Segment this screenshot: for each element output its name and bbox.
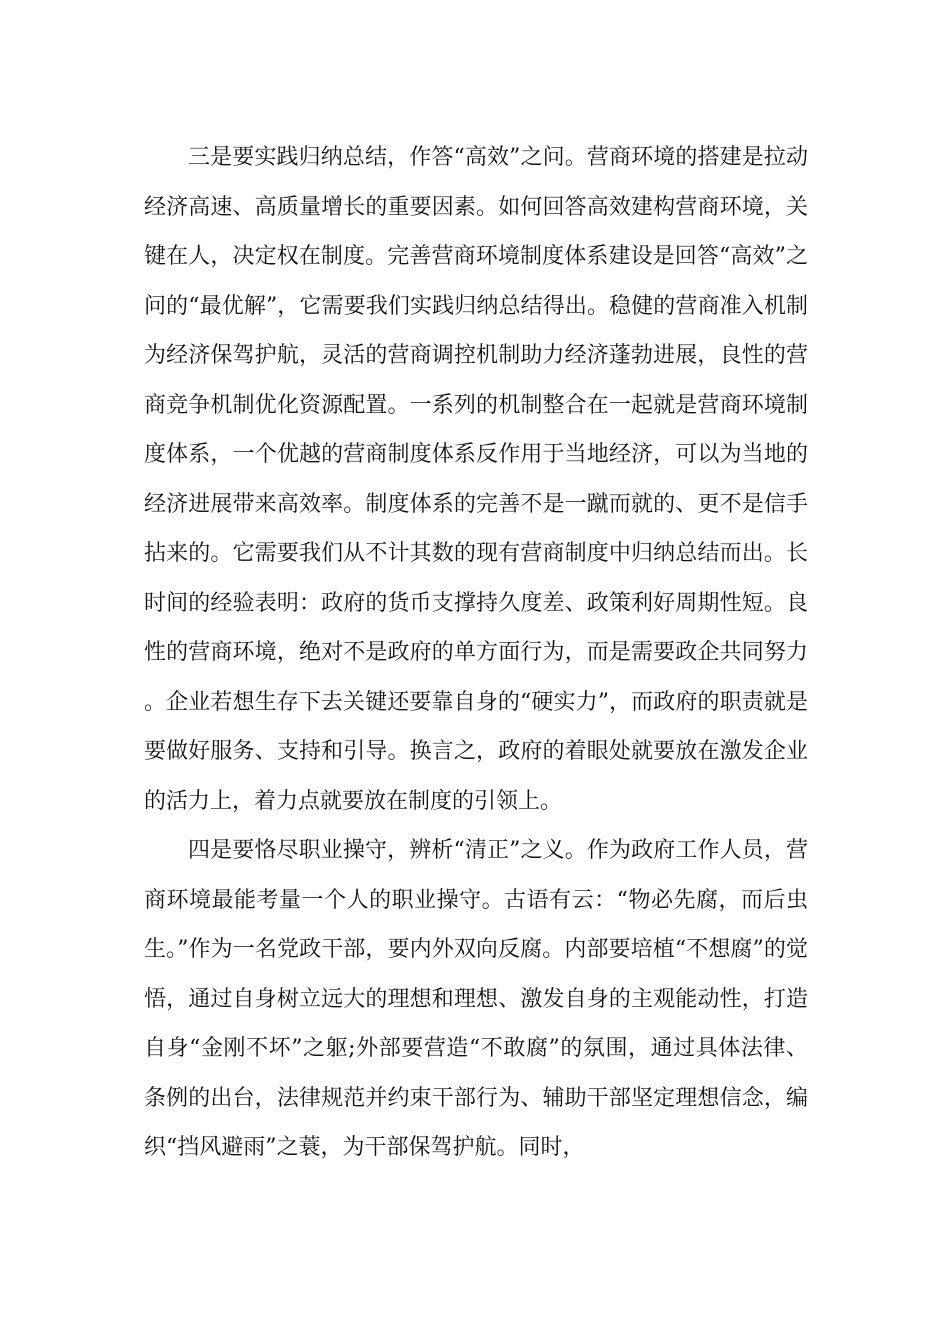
paragraph-4-integrity: 四是要恪尽职业操守，辨析“清正”之义。作为政府工作人员，营商环境最能考量一个人的职业操守。古语有云：“物必先腐，而后虫生。”作为一名党政干部，要内外双向反腐。内部要培植“不想腐”的觉悟，通过自身树立远大的理想和理想、激发自身的主观能动性，打造自身“金刚不坏”之躯;外部要营造“不敢腐”的氛围，通过具体法律、条例的出台，法律规范并约束干部行为、辅助干部坚定理想信念，编织“挡风避雨”之蓑，为干部保驾护航。同时， <box>144 838 808 1160</box>
paragraph-3-efficiency: 三是要实践归纳总结，作答“高效”之问。营商环境的搭建是拉动经济高速、高质量增长的重要因素。如何回答高效建构营商环境，关键在人，决定权在制度。完善营商环境制度体系建设是回答“高效”之问的“最优解”，它需要我们实践归纳总结得出。稳健的营商准入机制为经济保驾护航，灵活的营商调控机制助力经济蓬勃进展，良性的营商竞争机制优化资源配置。一系列的机制整合在一起就是营商环境制度体系，一个优越的营商制度体系反作用于当地经济，可以为当地的经济进展带来高效率。制度体系的完善不是一蹴而就的、更不是信手拈来的。它需要我们从不计其数的现有营商制度中归纳总结而出。长时间的经验表明：政府的货币支撑持久度差、政策利好周期性短。良性的营商环境，绝对不是政府的单方面行为，而是需要政企共同努力。企业若想生存下去关键还要靠自身的“硬实力”，而政府的职责就是要做好服务、支持和引导。换言之，政府的着眼处就要放在激发企业的活力上，着力点就要放在制度的引领上。 <box>144 145 808 814</box>
document-body <box>144 133 808 1173</box>
